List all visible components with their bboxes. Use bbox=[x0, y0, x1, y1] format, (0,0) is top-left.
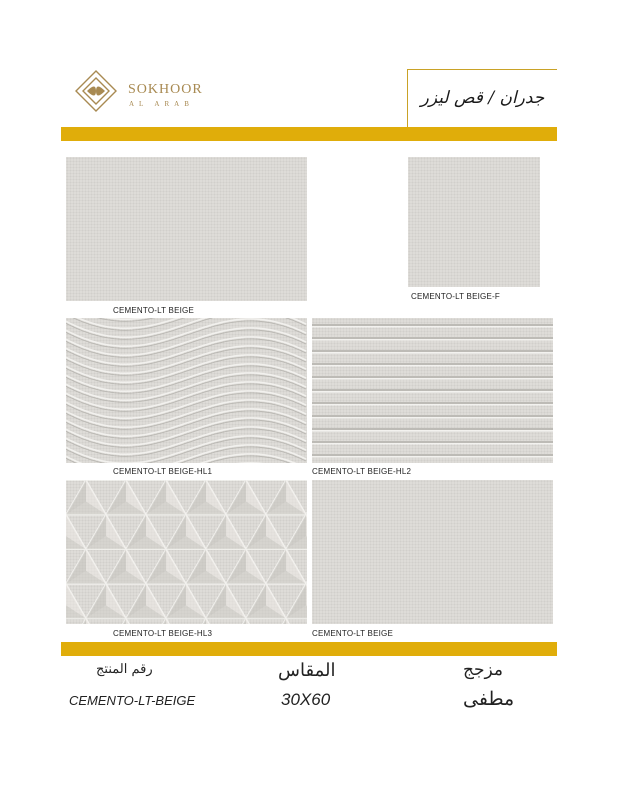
size-value: 30X60 bbox=[281, 690, 331, 709]
tile-caption: CEMENTO-LT BEIGE-HL2 bbox=[312, 467, 412, 476]
page-title-box bbox=[407, 69, 557, 128]
size-label: المقاس bbox=[278, 660, 336, 681]
stripe-pattern-icon bbox=[312, 318, 553, 463]
finish-label: مزجج bbox=[463, 660, 503, 680]
page-title: جدران / قص ليزر bbox=[420, 88, 545, 108]
bottom-gold-bar bbox=[61, 642, 557, 656]
brand-name: SOKHOOR bbox=[128, 82, 203, 97]
top-gold-bar bbox=[61, 127, 557, 141]
tile-caption: CEMENTO-LT BEIGE bbox=[113, 306, 194, 315]
tile-caption: CEMENTO-LT BEIGE bbox=[312, 629, 393, 638]
triangle-pattern-icon bbox=[66, 480, 307, 624]
tile-image-cemento-lt-beige-f bbox=[408, 157, 540, 287]
wave-pattern-icon bbox=[66, 318, 307, 463]
tile-caption: CEMENTO-LT BEIGE-HL3 bbox=[113, 629, 213, 638]
tile-image-cemento-lt-beige-hl2 bbox=[312, 318, 553, 463]
brand-logo bbox=[70, 68, 210, 118]
product-number-value: CEMENTO-LT-BEIGE bbox=[69, 693, 196, 708]
tile-image-cemento-lt-beige-hl1 bbox=[66, 318, 307, 463]
logo-emblem-icon bbox=[70, 68, 122, 118]
finish-value: مطفى bbox=[463, 688, 515, 710]
tile-caption: CEMENTO-LT BEIGE-HL1 bbox=[113, 467, 213, 476]
tile-image-cemento-lt-beige bbox=[66, 157, 307, 301]
brand-subtitle: AL ARAB bbox=[129, 100, 194, 108]
tile-caption: CEMENTO-LT BEIGE-F bbox=[411, 292, 500, 301]
tile-image-cemento-lt-beige-hl3 bbox=[66, 480, 307, 624]
product-number-label: رقم المنتج bbox=[96, 662, 153, 677]
tile-image-cemento-lt-beige-2 bbox=[312, 480, 553, 624]
